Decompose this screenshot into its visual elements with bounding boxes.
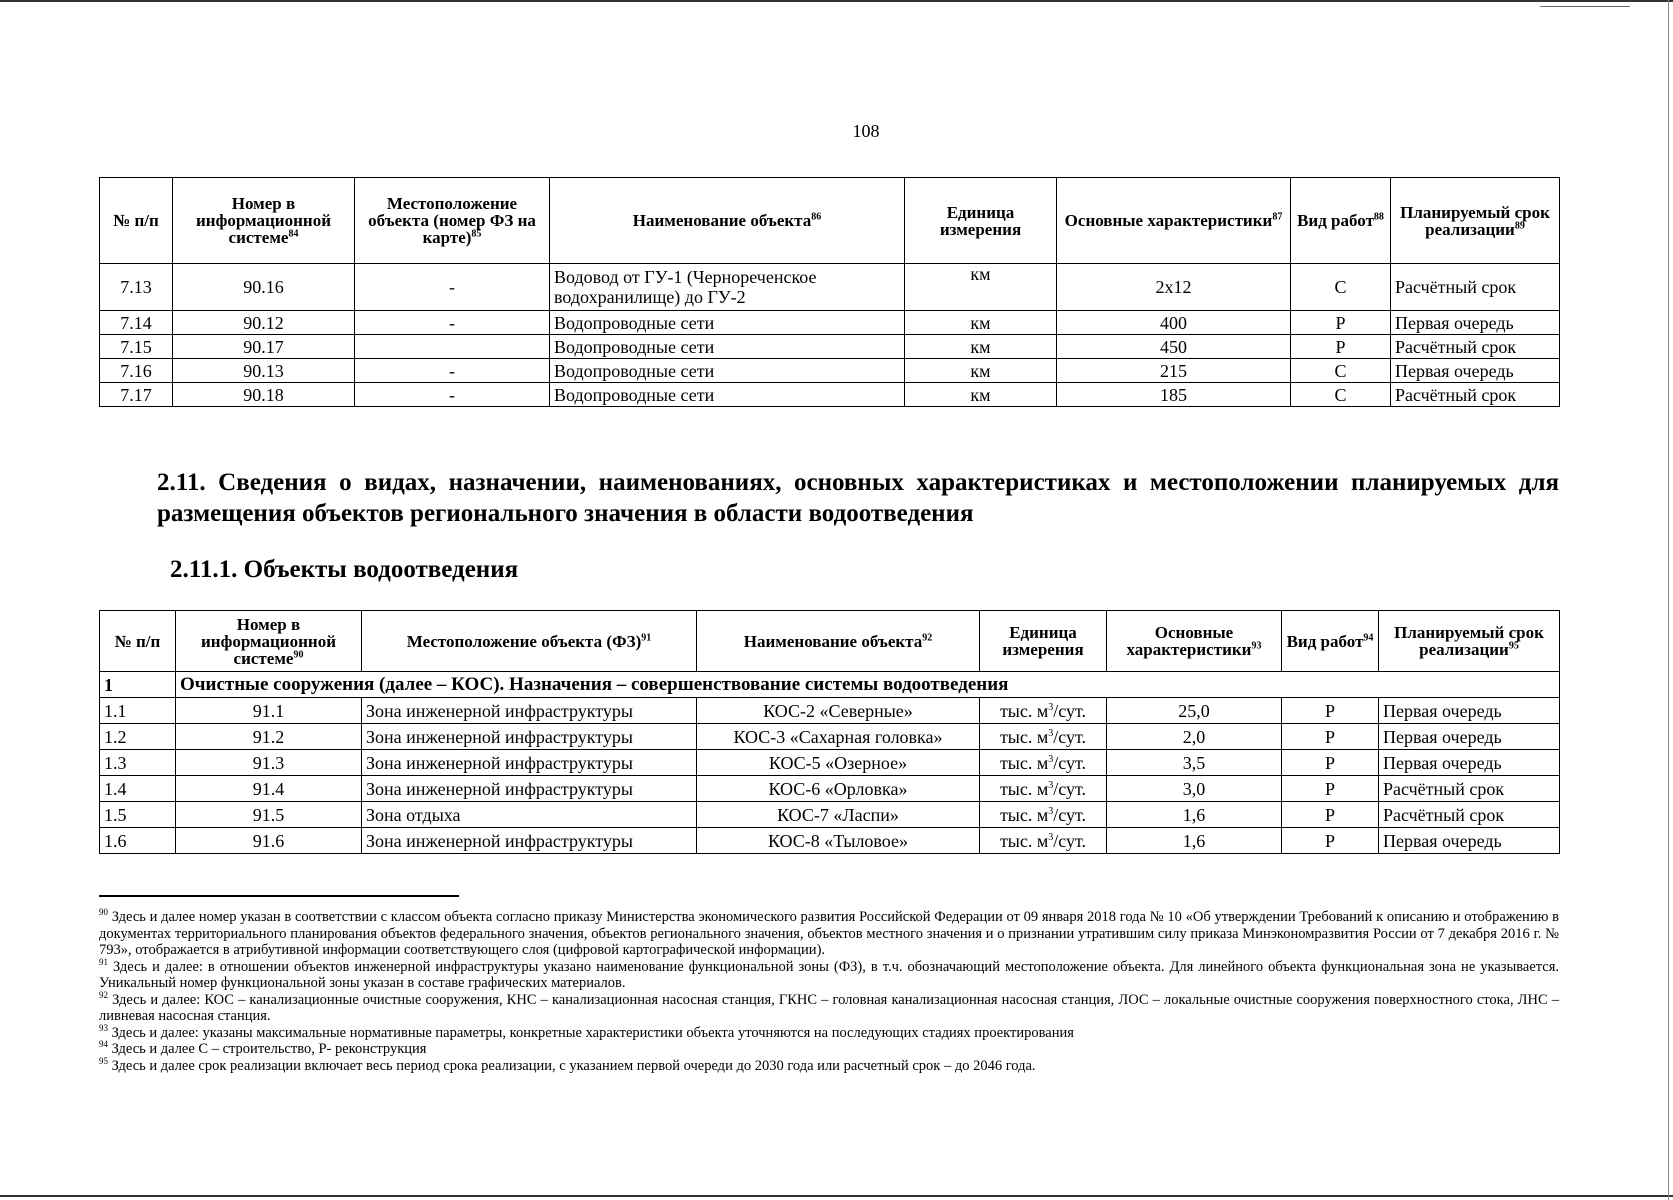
cell-term: Расчётный срок bbox=[1391, 335, 1560, 359]
footnote: $^{95}$ Здесь и далее срок реализации включает весь период срока реализации, с указанием первой очереди до 2030 года или расчетный срок – до 2046 года. bbox=[99, 1055, 1036, 1074]
cell-unit: тыс. $м^3$/сут. bbox=[980, 802, 1107, 828]
header-name: Наименование объекта$^{86}$ bbox=[550, 178, 905, 264]
table-row bbox=[100, 311, 1560, 335]
table-row bbox=[100, 802, 1560, 828]
cell-location: - bbox=[355, 359, 550, 383]
cell-work-type: Р bbox=[1282, 802, 1379, 828]
footnote: $^{90}$ Здесь и далее номер указан в соответствии с классом объекта согласно приказу Министерства экономического развития Российской Федерации от 09 января 2018 года № 10 «Об утверждении Требований к описанию и отображению в документах территориального планирования объектов федерального значения, объектов регионального значения, объектов местного значения и о признании утратившим силу приказа Минэкономразвития России от 7 декабря 2016 г. № 793», отображается в атрибутивной информации соответствующего слоя (цифровой картографической информации). bbox=[99, 907, 1559, 958]
cell-location: - bbox=[355, 383, 550, 407]
cell-location: Зона инженерной инфраструктуры bbox=[362, 724, 697, 750]
header-num: № п/п bbox=[100, 178, 173, 264]
cell-location: - bbox=[355, 311, 550, 335]
cell-characteristics: 2х12 bbox=[1057, 264, 1291, 311]
cell-unit: км bbox=[905, 264, 1057, 311]
cell-num: 7.15 bbox=[100, 335, 173, 359]
cell-isnum: 90.13 bbox=[173, 359, 355, 383]
cell-location: Зона инженерной инфраструктуры bbox=[362, 828, 697, 854]
subsection-heading: 2.11.1. Объекты водоотведения bbox=[170, 556, 519, 583]
scan-edge-right bbox=[1668, 0, 1669, 1200]
table-row bbox=[100, 724, 1560, 750]
header-isnum: Номер в информационной системе$^{84}$ bbox=[173, 178, 355, 264]
cell-characteristics: 1,6 bbox=[1107, 802, 1282, 828]
cell-unit: тыс. $м^3$/сут. bbox=[980, 828, 1107, 854]
cell-isnum: 90.18 bbox=[173, 383, 355, 407]
table-row bbox=[100, 828, 1560, 854]
header-isnum: Номер в информационной системе$^{90}$ bbox=[176, 611, 362, 672]
cell-unit: км bbox=[905, 359, 1057, 383]
table-row bbox=[100, 750, 1560, 776]
table-header-row bbox=[100, 178, 1560, 264]
cell-term: Расчётный срок bbox=[1391, 383, 1560, 407]
footnote-separator bbox=[99, 895, 459, 897]
cell-num: 7.13 bbox=[100, 264, 173, 311]
cell-term: Расчётный срок bbox=[1391, 264, 1560, 311]
footnotes bbox=[99, 909, 1559, 1074]
footnote: $^{94}$ Здесь и далее С – строительство, Р- реконструкция bbox=[99, 1039, 427, 1057]
cell-location: Зона инженерной инфраструктуры bbox=[362, 750, 697, 776]
cell-num: 7.16 bbox=[100, 359, 173, 383]
cell-work-type: Р bbox=[1282, 828, 1379, 854]
cell-location: Зона инженерной инфраструктуры bbox=[362, 776, 697, 802]
cell-isnum: 91.1 bbox=[176, 698, 362, 724]
cell-unit: тыс. $м^3$/сут. bbox=[980, 724, 1107, 750]
cell-name: КОС-7 «Ласпи» bbox=[697, 802, 980, 828]
cell-isnum: 91.6 bbox=[176, 828, 362, 854]
footnote: $^{93}$ Здесь и далее: указаны максимальные нормативные параметры, конкретные характеристики объекта уточняются на последующих стадиях проектирования bbox=[99, 1022, 1074, 1041]
scan-edge-mark bbox=[1540, 6, 1630, 7]
cell-name: КОС-8 «Тыловое» bbox=[697, 828, 980, 854]
cell-work-type: С bbox=[1291, 383, 1391, 407]
cell-unit: км bbox=[905, 311, 1057, 335]
cell-unit: км bbox=[905, 335, 1057, 359]
water-supply-table bbox=[99, 177, 1560, 407]
section-heading: 2.11. Сведения о видах, назначении, наименованиях, основных характеристиках и местоположении планируемых для размещения объектов регионального значения в области водоотведения bbox=[157, 469, 1559, 527]
cell-name: КОС-6 «Орловка» bbox=[697, 776, 980, 802]
cell-name: КОС-3 «Сахарная головка» bbox=[697, 724, 980, 750]
header-term: Планируемый срок реализации$^{95}$ bbox=[1379, 611, 1560, 672]
scan-edge-top bbox=[0, 0, 1673, 2]
header-location: Местоположение объекта (ФЗ)$^{91}$ bbox=[362, 611, 697, 672]
page-number: 108 bbox=[852, 121, 880, 141]
header-name: Наименование объекта$^{92}$ bbox=[697, 611, 980, 672]
header-characteristics: Основные характеристики$^{87}$ bbox=[1057, 178, 1291, 264]
group-title: Очистные сооружения (далее – КОС). Назначения – совершенствование системы водоотведения bbox=[176, 672, 1560, 698]
cell-unit: тыс. $м^3$/сут. bbox=[980, 750, 1107, 776]
cell-characteristics: 400 bbox=[1057, 311, 1291, 335]
cell-characteristics: 185 bbox=[1057, 383, 1291, 407]
cell-isnum: 90.17 bbox=[173, 335, 355, 359]
footnote: $^{91}$ Здесь и далее: в отношении объектов инженерной инфраструктуры указано наименование функциональной зоны (ФЗ), в т.ч. обозначающий местоположение объекта. Для линейного объекта функциональная зона не указывается. Уникальный номер функциональной зоны указан в составе графических материалов. bbox=[99, 956, 1559, 991]
cell-term: Расчётный срок bbox=[1379, 776, 1560, 802]
cell-num: 1.4 bbox=[100, 776, 176, 802]
cell-name: КОС-5 «Озерное» bbox=[697, 750, 980, 776]
table-row bbox=[100, 335, 1560, 359]
table-row bbox=[100, 359, 1560, 383]
cell-unit: тыс. $м^3$/сут. bbox=[980, 776, 1107, 802]
cell-term: Первая очередь bbox=[1379, 724, 1560, 750]
header-work-type: Вид работ$^{88}$ bbox=[1291, 178, 1391, 264]
cell-isnum: 91.4 bbox=[176, 776, 362, 802]
cell-characteristics: 1,6 bbox=[1107, 828, 1282, 854]
cell-isnum: 90.12 bbox=[173, 311, 355, 335]
cell-location: - bbox=[355, 264, 550, 311]
cell-term: Первая очередь bbox=[1379, 828, 1560, 854]
cell-term: Первая очередь bbox=[1379, 698, 1560, 724]
header-location: Местоположение объекта (номер ФЗ на карте)$^{85}$ bbox=[355, 178, 550, 264]
cell-name: Водопроводные сети bbox=[550, 383, 905, 407]
cell-name: Водопроводные сети bbox=[550, 311, 905, 335]
cell-characteristics: 3,0 bbox=[1107, 776, 1282, 802]
cell-work-type: Р bbox=[1282, 776, 1379, 802]
cell-num: 1.6 bbox=[100, 828, 176, 854]
footnote: $^{92}$ Здесь и далее: КОС – канализационные очистные сооружения, КНС – канализационная насосная станция, ГКНС – головная канализационная насосная станция, ЛОС – локальные очистные сооружения поверхностного стока, ЛНС – ливневая насосная станция. bbox=[99, 989, 1559, 1024]
cell-work-type: Р bbox=[1282, 750, 1379, 776]
cell-num: 7.14 bbox=[100, 311, 173, 335]
group-num: 1 bbox=[100, 672, 176, 698]
table-row bbox=[100, 383, 1560, 407]
table-row bbox=[100, 698, 1560, 724]
scan-edge-bottom bbox=[0, 1195, 1673, 1197]
cell-work-type: Р bbox=[1291, 311, 1391, 335]
cell-isnum: 91.2 bbox=[176, 724, 362, 750]
cell-characteristics: 3,5 bbox=[1107, 750, 1282, 776]
cell-name: Водовод от ГУ-1 (Чернореченское водохранилище) до ГУ-2 bbox=[550, 264, 905, 311]
cell-name: Водопроводные сети bbox=[550, 359, 905, 383]
table-header-row bbox=[100, 611, 1560, 672]
cell-name: КОС-2 «Северные» bbox=[697, 698, 980, 724]
cell-characteristics: 215 bbox=[1057, 359, 1291, 383]
cell-work-type: Р bbox=[1282, 698, 1379, 724]
header-num: № п/п bbox=[100, 611, 176, 672]
cell-num: 1.1 bbox=[100, 698, 176, 724]
cell-characteristics: 25,0 bbox=[1107, 698, 1282, 724]
cell-num: 1.5 bbox=[100, 802, 176, 828]
cell-name: Водопроводные сети bbox=[550, 335, 905, 359]
cell-term: Расчётный срок bbox=[1379, 802, 1560, 828]
cell-isnum: 91.3 bbox=[176, 750, 362, 776]
cell-characteristics: 450 bbox=[1057, 335, 1291, 359]
cell-unit: тыс. $м^3$/сут. bbox=[980, 698, 1107, 724]
cell-term: Первая очередь bbox=[1379, 750, 1560, 776]
cell-unit: км bbox=[905, 383, 1057, 407]
cell-location: Зона отдыха bbox=[362, 802, 697, 828]
cell-location: Зона инженерной инфраструктуры bbox=[362, 698, 697, 724]
table-row bbox=[100, 264, 1560, 311]
cell-num: 7.17 bbox=[100, 383, 173, 407]
cell-work-type: Р bbox=[1291, 335, 1391, 359]
cell-num: 1.3 bbox=[100, 750, 176, 776]
cell-num: 1.2 bbox=[100, 724, 176, 750]
wastewater-table bbox=[99, 610, 1560, 854]
cell-work-type: С bbox=[1291, 264, 1391, 311]
table-row bbox=[100, 776, 1560, 802]
cell-term: Первая очередь bbox=[1391, 359, 1560, 383]
header-characteristics: Основные характеристики$^{93}$ bbox=[1107, 611, 1282, 672]
header-unit: Единица измерения bbox=[980, 611, 1107, 672]
cell-location bbox=[355, 335, 550, 359]
header-work-type: Вид работ$^{94}$ bbox=[1282, 611, 1379, 672]
cell-characteristics: 2,0 bbox=[1107, 724, 1282, 750]
header-term: Планируемый срок реализации$^{89}$ bbox=[1391, 178, 1560, 264]
cell-isnum: 91.5 bbox=[176, 802, 362, 828]
cell-isnum: 90.16 bbox=[173, 264, 355, 311]
group-row bbox=[100, 672, 1560, 698]
cell-term: Первая очередь bbox=[1391, 311, 1560, 335]
header-unit: Единица измерения bbox=[905, 178, 1057, 264]
cell-work-type: Р bbox=[1282, 724, 1379, 750]
cell-work-type: С bbox=[1291, 359, 1391, 383]
